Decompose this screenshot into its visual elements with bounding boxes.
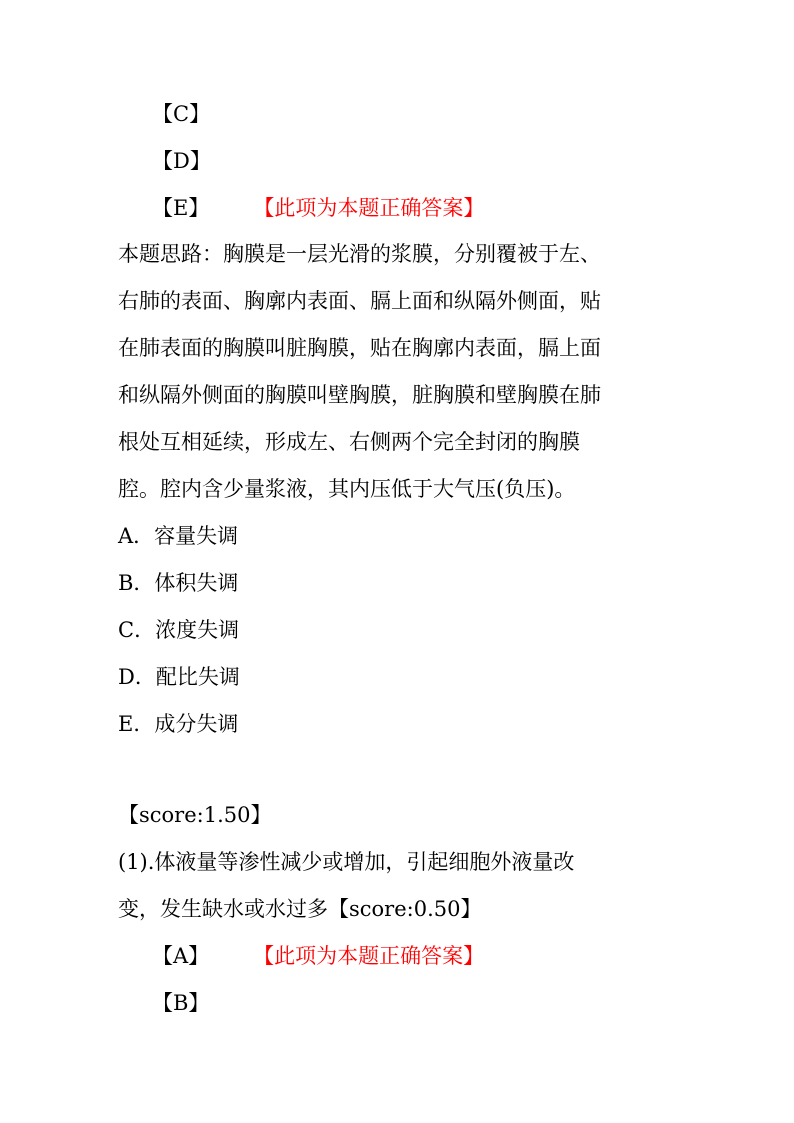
choice-a: A．容量失调 xyxy=(118,524,239,548)
choice-c: C．浓度失调 xyxy=(118,618,240,642)
option-e xyxy=(152,194,484,222)
correct-answer-tag: 【此项为本题正确答案】 xyxy=(253,196,485,220)
option-c xyxy=(152,100,210,128)
option-d xyxy=(152,147,211,175)
option-label: 【C】 xyxy=(152,102,211,126)
question-line: (1).体液量等渗性减少或增加，引起细胞外液量改 xyxy=(118,850,575,874)
explanation-line: 腔。腔内含少量浆液，其内压低于大气压(负压)。 xyxy=(118,477,576,501)
option-label: 【A】 xyxy=(152,944,210,968)
explanation-line: 和纵隔外侧面的胸膜叫壁胸膜，脏胸膜和壁胸膜在肺 xyxy=(118,383,601,407)
choice-d: D．配比失调 xyxy=(118,665,240,689)
explanation-line: 根处互相延续，形成左、右侧两个完全封闭的胸膜 xyxy=(118,430,580,454)
score-header: 【score:1.50】 xyxy=(118,803,272,827)
question-line: 变，发生缺水或水过多【score:0.50】 xyxy=(118,897,482,921)
option-label: 【E】 xyxy=(152,196,210,220)
choice-b: B．体积失调 xyxy=(118,571,239,595)
explanation-line: 本题思路：胸膜是一层光滑的浆膜，分别覆被于左、 xyxy=(118,242,601,266)
correct-answer-tag: 【此项为本题正确答案】 xyxy=(253,944,485,968)
explanation-line: 右肺的表面、胸廓内表面、膈上面和纵隔外侧面，贴 xyxy=(118,289,601,313)
option-label: 【B】 xyxy=(152,991,210,1015)
option-label: 【D】 xyxy=(152,149,211,173)
choice-e: E．成分失调 xyxy=(118,712,239,736)
option-a xyxy=(152,942,484,970)
explanation-line: 在肺表面的胸膜叫脏胸膜，贴在胸廓内表面，膈上面 xyxy=(118,336,601,360)
option-b xyxy=(152,989,209,1017)
